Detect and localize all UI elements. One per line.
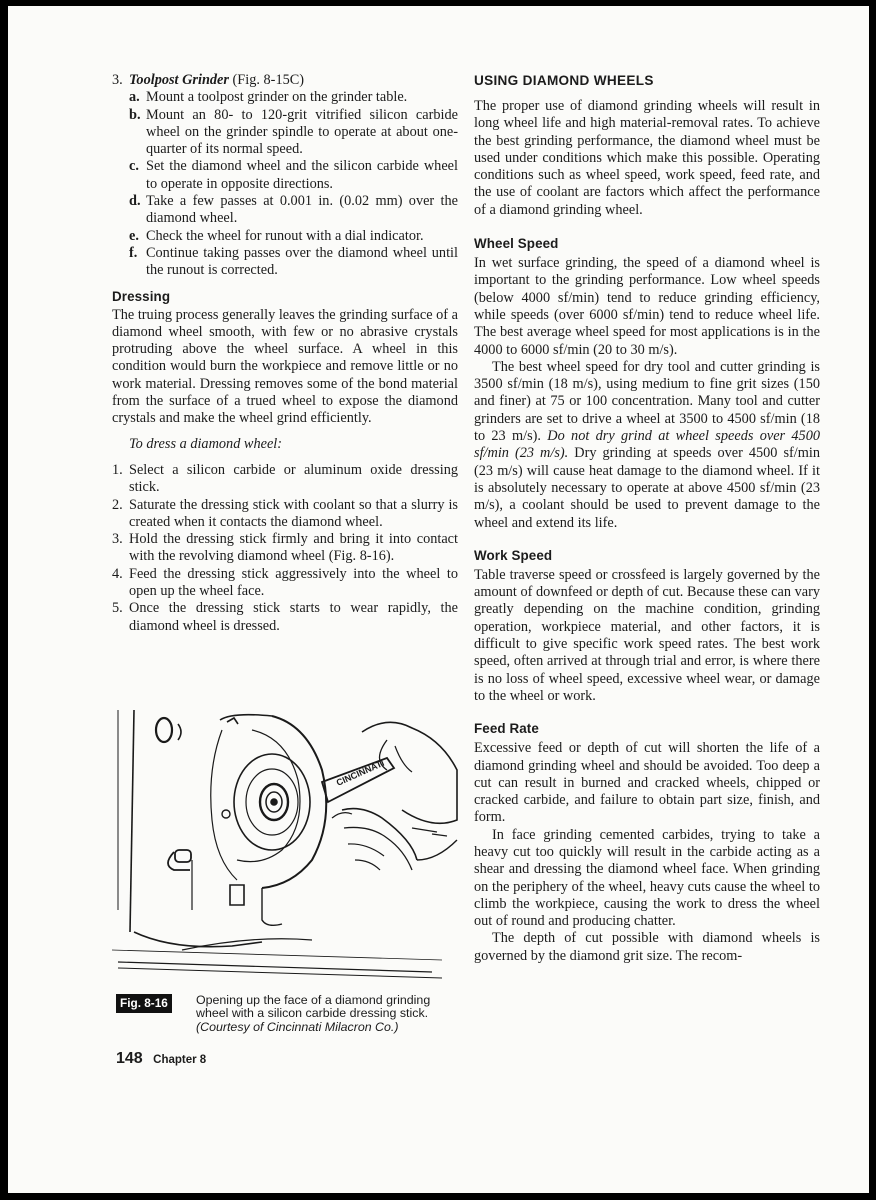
substep-letter: c.: [129, 158, 139, 175]
substep-item: [112, 89, 458, 106]
substep-text: Continue taking passes over the diamond wheel until the runout is corrected.: [146, 244, 458, 279]
feed-rate-heading: Feed Rate: [474, 721, 539, 737]
step-text: Once the dressing stick starts to wear rapidly, the diamond wheel is dressed.: [129, 600, 458, 634]
step-number: 4.: [112, 565, 123, 582]
step-text: Saturate the dressing stick with coolant so that a slurry is created when it contacts the diamond wheel.: [129, 496, 458, 530]
toolpost-grinder-item: [112, 72, 458, 89]
wheel-speed-text-b: Dry grinding at speeds over 4500 sf/min (23 m/s) will cause heat damage to the diamond wheel. If it is absolutely necessary to operate at above 4500 sf/min (23 m/s), a coolant should be used to prevent damage to the wheel and extend its life.: [474, 445, 821, 531]
figure-reference: (Fig. 8-15C): [232, 72, 305, 88]
substep-text: Mount an 80- to 120-grit vitrified silicon carbide wheel on the grinder spindle to operate at about one-quarter of its normal speed.: [146, 106, 458, 158]
figure-illustration: [112, 710, 462, 986]
substep-text: Check the wheel for runout with a dial indicator.: [146, 227, 424, 244]
page-footer: [116, 1050, 206, 1068]
toolpost-substeps: [112, 89, 458, 279]
figure-tag: Fig. 8-16: [116, 994, 172, 1013]
left-column: [112, 72, 458, 635]
dressing-step: [112, 497, 458, 532]
step-text: Select a silicon carbide or aluminum oxide dressing stick.: [129, 461, 458, 496]
page-number: 148: [116, 1050, 143, 1067]
wheel-speed-paragraph-2: [474, 359, 820, 532]
substep-text: Set the diamond wheel and the silicon carbide wheel to operate in opposite directions.: [146, 158, 458, 192]
item-title: Toolpost Grinder: [129, 72, 229, 88]
item-number: 3.: [112, 72, 123, 88]
feed-rate-paragraph-1: Excessive feed or depth of cut will shorten the life of a diamond grinding wheel and should be avoided. Too deep a cut can result in burned and cracked wheels, chipped or cracked carbide, and failure to obtain part size, finish, and form.: [474, 740, 820, 826]
figure-credit: (Courtesy of Cincinnati Milacron Co.): [196, 1019, 399, 1034]
step-number: 1.: [112, 461, 123, 478]
substep-letter: e.: [129, 227, 139, 244]
dressing-stick-label: CINCINNATI: [334, 757, 386, 788]
dressing-step: [112, 600, 458, 635]
step-text: Feed the dressing stick aggressively into the wheel to open up the wheel face.: [129, 565, 458, 600]
work-speed-heading: Work Speed: [474, 547, 553, 563]
feed-rate-paragraph-2: In face grinding cemented carbides, trying to take a heavy cut too quickly will result in the carbide acting as a shear and dressing the diamond wheel face. When grinding on the periphery of the wheel, heavy cuts cause the wheel to climb the workpiece, causing the work to dress the wheel out of round and producing chatter.: [474, 826, 820, 930]
dressing-step: [112, 462, 458, 497]
substep-item: [112, 228, 458, 245]
caption-text: Opening up the face of a diamond grinding wheel with a silicon carbide dressing stick.: [196, 993, 431, 1021]
section-heading: USING DIAMOND WHEELS: [474, 73, 654, 88]
substep-item: [112, 193, 458, 228]
wheel-speed-paragraph-1: In wet surface grinding, the speed of a diamond wheel is important to the grinding performance. Low wheel speeds (below 4000 sf/min) tend to reduce grinding efficiency, while speeds (over 6000 sf/min) tend to reduce wheel life. The best average wheel speed for most applications is in the 4000 to 6000 sf/min (20 to 30 m/s).: [474, 255, 820, 358]
substep-item: [112, 107, 458, 159]
substep-text: Mount a toolpost grinder on the grinder table.: [146, 89, 408, 106]
wheel-speed-text-a: The best wheel speed for dry tool and cutter grinding is 3500 sf/min (18 m/s), using medium to fine grit sizes (150 and finer) at 75 or 100 concentration. Many tool and cutter grinders are set to drive a wheel at 3500 to 4500 sf/min (18 to 23 m/s).: [474, 358, 820, 445]
work-speed-paragraph: Table traverse speed or crossfeed is largely governed by the amount of downfeed or depth of cut. Because these can vary greatly depending on the machine condition, grinding operation, workpiece material, and other factors, it is difficult to give specific work speed rates. The best work speed, often arrived at through trial and error, is where there is no loss of wheel speed, excessive wheel wear, or damage to the wheel or work.: [474, 566, 820, 704]
substep-item: [112, 245, 458, 280]
substep-letter: a.: [129, 89, 140, 106]
substep-item: [112, 158, 458, 193]
feed-rate-paragraph-3: The depth of cut possible with diamond wheels is governed by the diamond grit size. The recom-: [474, 930, 820, 964]
book-page: [8, 6, 869, 1193]
substep-text: Take a few passes at 0.001 in. (0.02 mm) over the diamond wheel.: [146, 193, 458, 227]
dressing-intro: To dress a diamond wheel:: [129, 435, 283, 452]
chapter-label: Chapter 8: [153, 1054, 207, 1066]
substep-letter: b.: [129, 106, 141, 123]
step-number: 2.: [112, 496, 123, 513]
dressing-step: [112, 531, 458, 566]
dressing-step: [112, 566, 458, 601]
dressing-heading: Dressing: [112, 288, 171, 304]
step-text: Hold the dressing stick firmly and bring it into contact with the revolving diamond wheel (Fig. 8-16).: [129, 531, 458, 565]
right-column: [474, 72, 820, 965]
step-number: 5.: [112, 600, 123, 617]
wheel-speed-warning: Do not dry grind at wheel speeds over 4500 sf/min (23 m/s).: [474, 428, 820, 462]
figure-caption-text: [196, 994, 466, 1034]
substep-letter: d.: [129, 193, 141, 210]
wheel-speed-heading: Wheel Speed: [474, 236, 559, 252]
dressing-paragraph: The truing process generally leaves the grinding surface of a diamond wheel smooth, with few or no abrasive crystals protruding above the wheel surface. A wheel in this condition would burn the workpiece and remove little or no work material. Dressing removes some of the bond material from the surface of a trued wheel to expose the diamond crystals and make the wheel grind efficiently.: [112, 306, 458, 427]
intro-paragraph: The proper use of diamond grinding wheels will result in long wheel life and high material-removal rates. To achieve the best grinding performance, the diamond wheel must be used under conditions which make this possible. Operating conditions such as wheel speed, work speed, feed rate, and the use of coolant are factors which affect the performance of a diamond grinding wheel.: [474, 98, 820, 218]
step-number: 3.: [112, 531, 123, 548]
substep-letter: f.: [129, 244, 138, 261]
dressing-steps: [112, 462, 458, 635]
